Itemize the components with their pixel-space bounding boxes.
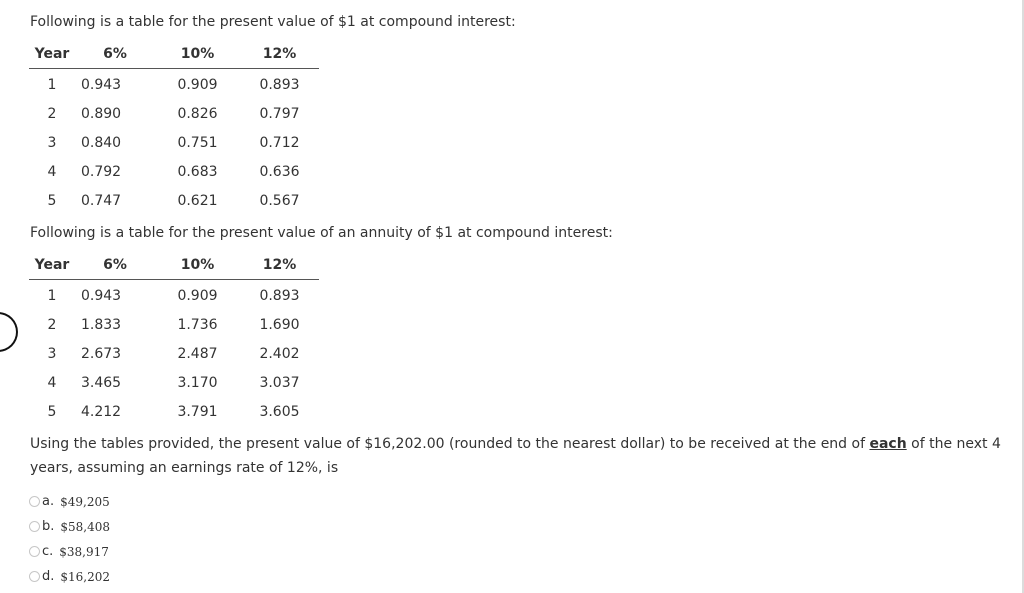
column-header-10pct: 10% — [155, 40, 240, 69]
column-header-12pct: 12% — [240, 40, 319, 69]
table-row — [29, 397, 319, 426]
option-letter: b. — [42, 519, 55, 534]
annuity-table-intro: Following is a table for the present value of an annuity of $1 at compound interest: — [30, 225, 613, 241]
option-letter: c. — [42, 544, 54, 559]
option-value: $49,205 — [60, 494, 110, 509]
table-row — [29, 280, 319, 311]
table-row — [29, 69, 319, 100]
table-row — [29, 368, 319, 397]
value-cell-12pct: 0.636 — [259, 163, 300, 180]
year-cell: 1 — [47, 287, 57, 304]
table-row — [29, 310, 319, 339]
value-cell-10pct: 0.826 — [177, 105, 218, 122]
question-text-before: Using the tables provided, the present value of $16,202.00 (rounded to the nearest dollar) to be received at the end of — [30, 436, 870, 452]
table-row — [29, 99, 319, 128]
present-value-table — [29, 40, 319, 215]
value-cell-12pct: 0.567 — [259, 192, 300, 209]
value-cell-10pct: 2.487 — [177, 345, 218, 362]
radio-button-a[interactable] — [29, 496, 40, 507]
page-edge-arc — [0, 312, 18, 352]
year-cell: 4 — [47, 163, 57, 180]
value-cell-10pct: 0.683 — [177, 163, 218, 180]
year-cell: 4 — [47, 374, 57, 391]
value-cell-12pct: 1.690 — [259, 316, 300, 333]
value-cell-10pct: 3.170 — [177, 374, 218, 391]
table-header-row — [29, 40, 319, 69]
question-emphasis: each — [869, 436, 907, 452]
value-cell-10pct: 1.736 — [177, 316, 218, 333]
question-text-after: of the next 4 years, assuming an earnings rate of 12%, is — [30, 436, 1001, 476]
value-cell-6pct: 0.792 — [81, 163, 122, 180]
value-cell-12pct: 0.797 — [259, 105, 300, 122]
value-cell-6pct: 2.673 — [81, 345, 122, 362]
radio-button-c[interactable] — [29, 546, 40, 557]
year-cell: 5 — [47, 403, 57, 420]
value-cell-12pct: 0.893 — [259, 287, 300, 304]
year-cell: 1 — [47, 76, 57, 93]
answer-option-a[interactable] — [29, 489, 110, 514]
value-cell-10pct: 0.751 — [177, 134, 218, 151]
question-text — [30, 432, 1015, 480]
year-cell: 3 — [47, 345, 57, 362]
option-value: $16,202 — [60, 569, 111, 584]
option-letter: d. — [42, 569, 55, 584]
value-cell-10pct: 0.621 — [177, 192, 218, 209]
year-cell: 3 — [47, 134, 57, 151]
answer-options — [29, 489, 110, 589]
value-cell-12pct: 0.893 — [259, 76, 300, 93]
annuity-value-table — [29, 251, 319, 426]
year-cell: 2 — [47, 316, 57, 333]
value-cell-12pct: 3.605 — [259, 403, 300, 420]
answer-option-d[interactable] — [29, 564, 110, 589]
pv-table-intro: Following is a table for the present value of $1 at compound interest: — [30, 14, 516, 30]
column-header-6pct: 6% — [75, 251, 155, 280]
radio-button-b[interactable] — [29, 521, 40, 532]
column-header-12pct: 12% — [240, 251, 319, 280]
value-cell-10pct: 0.909 — [177, 287, 218, 304]
column-header-6pct: 6% — [75, 40, 155, 69]
table-row — [29, 128, 319, 157]
value-cell-12pct: 3.037 — [259, 374, 300, 391]
value-cell-6pct: 0.943 — [81, 287, 122, 304]
answer-option-b[interactable] — [29, 514, 110, 539]
value-cell-6pct: 0.747 — [81, 192, 122, 209]
table-header-row — [29, 251, 319, 280]
value-cell-6pct: 0.943 — [81, 76, 122, 93]
column-header-year: Year — [29, 251, 75, 280]
value-cell-12pct: 2.402 — [259, 345, 300, 362]
value-cell-6pct: 4.212 — [81, 403, 122, 420]
value-cell-12pct: 0.712 — [259, 134, 300, 151]
option-letter: a. — [42, 494, 55, 509]
column-header-year: Year — [29, 40, 75, 69]
value-cell-6pct: 0.890 — [81, 105, 122, 122]
year-cell: 2 — [47, 105, 57, 122]
column-header-10pct: 10% — [155, 251, 240, 280]
answer-option-c[interactable] — [29, 539, 110, 564]
option-value: $38,917 — [59, 544, 109, 559]
value-cell-10pct: 3.791 — [177, 403, 218, 420]
table-row — [29, 186, 319, 215]
value-cell-6pct: 0.840 — [81, 134, 122, 151]
radio-button-d[interactable] — [29, 571, 40, 582]
value-cell-6pct: 1.833 — [81, 316, 122, 333]
table-row — [29, 157, 319, 186]
value-cell-6pct: 3.465 — [81, 374, 122, 391]
table-row — [29, 339, 319, 368]
option-value: $58,408 — [60, 519, 111, 534]
year-cell: 5 — [47, 192, 57, 209]
value-cell-10pct: 0.909 — [177, 76, 218, 93]
